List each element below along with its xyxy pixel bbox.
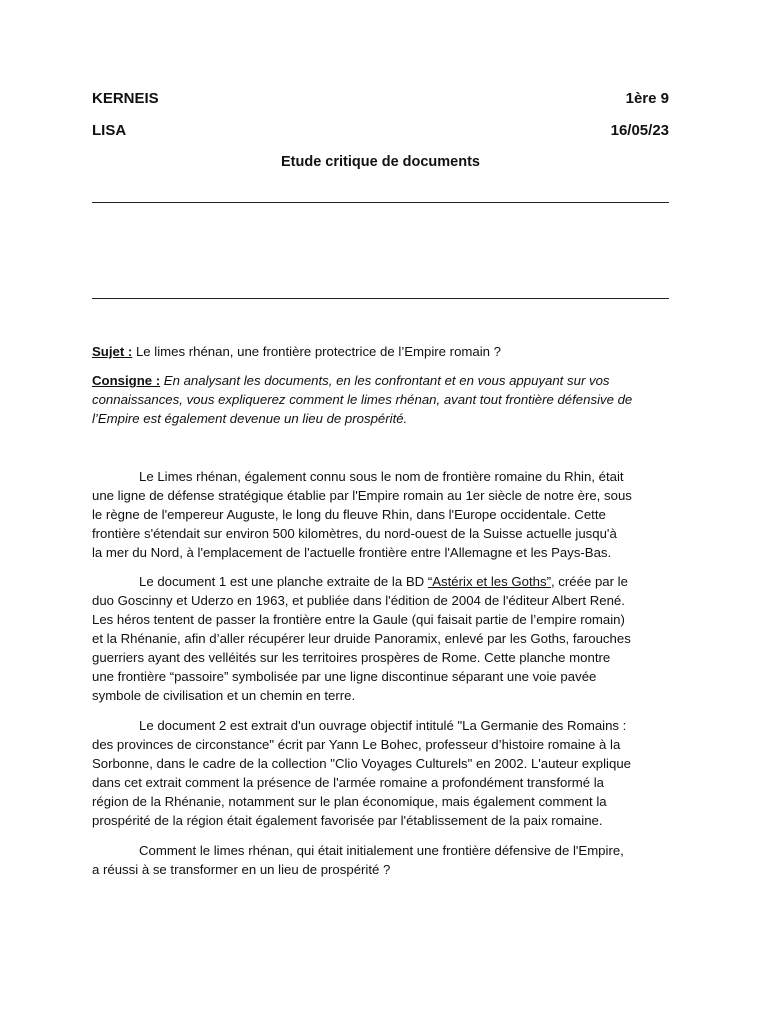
para2-line: et la Rhénanie, afin d’aller récupérer leur druide Panoramix, enlevé par les Goths, farouches (92, 631, 631, 646)
para3-line: région de la Rhénanie, notamment sur le plan économique, mais également comment la (92, 794, 607, 809)
separator-line-bottom (92, 298, 669, 299)
para2-text: Le document 1 est une planche extraite de la BD (139, 574, 428, 589)
para3-line: prospérité de la région était également favorisée par l'établissement de la paix romaine. (92, 813, 603, 828)
instructions-line-3: l’Empire est également devenue un lieu de prospérité. (92, 411, 408, 426)
para3-line: Sorbonne, dans le cadre de la collection "Clio Voyages Culturels" en 2002. L'auteur explique (92, 756, 631, 771)
para2-line: une frontière “passoire” symbolisée par une ligne discontinue séparant une voie pavée (92, 669, 597, 684)
para2-line: duo Goscinny et Uderzo en 1963, et publiée dans l'édition de 2004 de l'éditeur Albert René. (92, 593, 625, 608)
para1-line: frontière s'étendait sur environ 500 kilomètres, du nord-ouest de la Suisse actuelle jusqu'à (92, 526, 617, 541)
instructions-line-1 (92, 371, 682, 390)
para1-line: une ligne de défense stratégique établie par l'Empire romain au 1er siècle de notre ère, sous (92, 488, 632, 503)
subject-line (92, 342, 682, 361)
student-first-name: LISA (92, 122, 127, 139)
para1-line: Le Limes rhénan, également connu sous le nom de frontière romaine du Rhin, était (139, 469, 624, 484)
para2-text: , créée par le (550, 574, 628, 589)
document-title: Etude critique de documents (281, 154, 480, 170)
para4-line: a réussi à se transformer en un lieu de prospérité ? (92, 862, 391, 877)
para2-line (92, 572, 682, 591)
para1-line: la mer du Nord, à l'emplacement de l'actuelle frontière entre l'Allemagne et les Pays-Bas. (92, 545, 612, 560)
instructions-line-2: connaissances, vous expliquerez comment le limes rhénan, avant tout frontière défensive de (92, 392, 633, 407)
instructions-text: En analysant les documents, en les confrontant et en vous appuyant sur vos (160, 373, 610, 388)
header-row-1 (92, 90, 669, 107)
subject-text: Le limes rhénan, une frontière protectrice de l’Empire romain ? (132, 344, 501, 359)
para4-line: Comment le limes rhénan, qui était initialement une frontière défensive de l'Empire, (139, 843, 624, 858)
book-title-reference: “Astérix et les Goths” (427, 574, 551, 589)
para2-line: symbole de civilisation et un chemin en terre. (92, 688, 356, 703)
separator-line-top (92, 202, 669, 203)
student-class: 1ère 9 (625, 90, 669, 107)
student-last-name: KERNEIS (92, 90, 159, 107)
para2-line: Les héros tentent de passer la frontière entre la Gaule (qui faisait partie de l’empire romain) (92, 612, 625, 627)
para3-line: des provinces de circonstance" écrit par Yann Le Bohec, professeur d’histoire romaine à la (92, 737, 621, 752)
para3-line: dans cet extrait comment la présence de l'armée romaine a profondément transformé la (92, 775, 604, 790)
subject-label: Sujet : (92, 344, 133, 359)
para2-line: guerriers ayant des velléités sur les territoires prospères de Rome. Cette planche montre (92, 650, 611, 665)
para1-line: le règne de l'empereur Auguste, le long du fleuve Rhin, dans l'Europe occidentale. Cette (92, 507, 606, 522)
header-row-2 (92, 122, 669, 139)
document-date: 16/05/23 (610, 122, 669, 139)
instructions-label: Consigne : (92, 373, 161, 388)
para3-line: Le document 2 est extrait d'un ouvrage objectif intitulé "La Germanie des Romains : (139, 718, 627, 733)
